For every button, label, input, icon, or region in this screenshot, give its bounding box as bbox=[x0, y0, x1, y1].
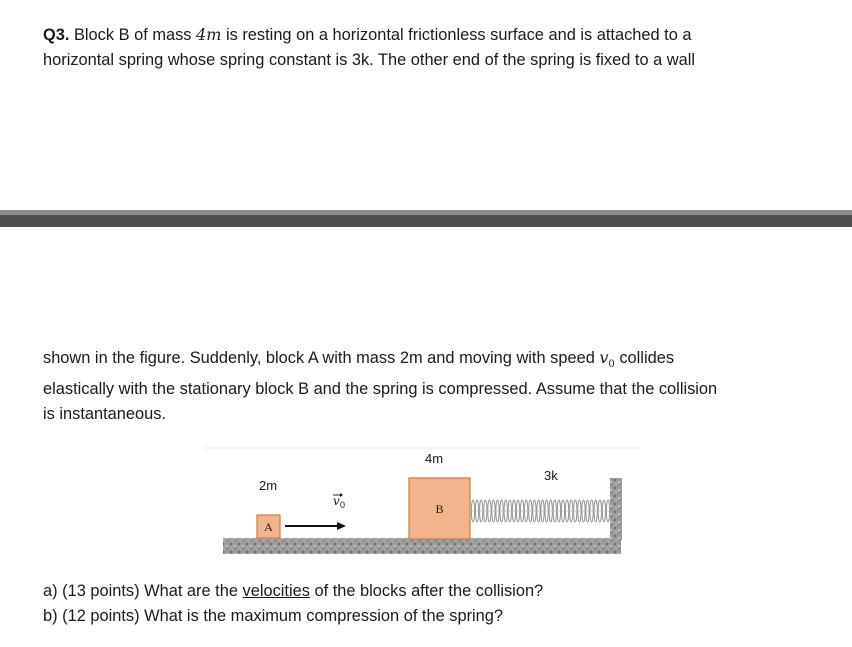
velocities-link-text: velocities bbox=[242, 582, 310, 600]
collision-diagram bbox=[205, 438, 637, 562]
svg-text:0: 0 bbox=[340, 500, 346, 510]
problem-continuation bbox=[43, 345, 813, 427]
question-a: a) (13 points) What are the velocities of the blocks after the collision? bbox=[43, 582, 544, 600]
problem-continuation-line-2: elastically with the stationary block B and the spring is compressed. Assume that the collision bbox=[43, 380, 718, 399]
velocity-label bbox=[333, 493, 345, 510]
spring-constant-label: 3k bbox=[544, 468, 558, 483]
wall bbox=[610, 478, 622, 540]
svg-text:v: v bbox=[333, 494, 340, 508]
question-list bbox=[43, 579, 543, 629]
spring bbox=[470, 498, 610, 524]
block-b-mass-label: 4m bbox=[425, 451, 444, 466]
problem-intro bbox=[43, 22, 813, 73]
question-number: Q3. bbox=[43, 26, 70, 44]
question-b: b) (12 points) What is the maximum compression of the spring? bbox=[43, 607, 504, 625]
floor-surface bbox=[223, 538, 621, 554]
block-a-mass-label: 2m bbox=[259, 478, 278, 493]
page-divider-bar bbox=[0, 210, 852, 227]
velocity-arrowhead bbox=[337, 522, 346, 530]
problem-intro-line-1: Q3. Block B of mass 4m is resting on a horizontal frictionless surface and is attached to a bbox=[43, 25, 692, 44]
problem-continuation-line-1: shown in the figure. Suddenly, block A with mass 2m and moving with speed $v_0$ collides bbox=[43, 348, 675, 371]
initial-speed-symbol: $v_0$ bbox=[599, 348, 615, 371]
problem-continuation-line-3: is instantaneous. bbox=[43, 405, 167, 424]
block-b-mass-text: 4m bbox=[196, 25, 222, 44]
block-b-label: B bbox=[435, 502, 444, 516]
problem-intro-line-2: horizontal spring whose spring constant is 3k. The other end of the spring is fixed to a wall bbox=[43, 51, 696, 69]
block-a-label: A bbox=[264, 520, 273, 534]
